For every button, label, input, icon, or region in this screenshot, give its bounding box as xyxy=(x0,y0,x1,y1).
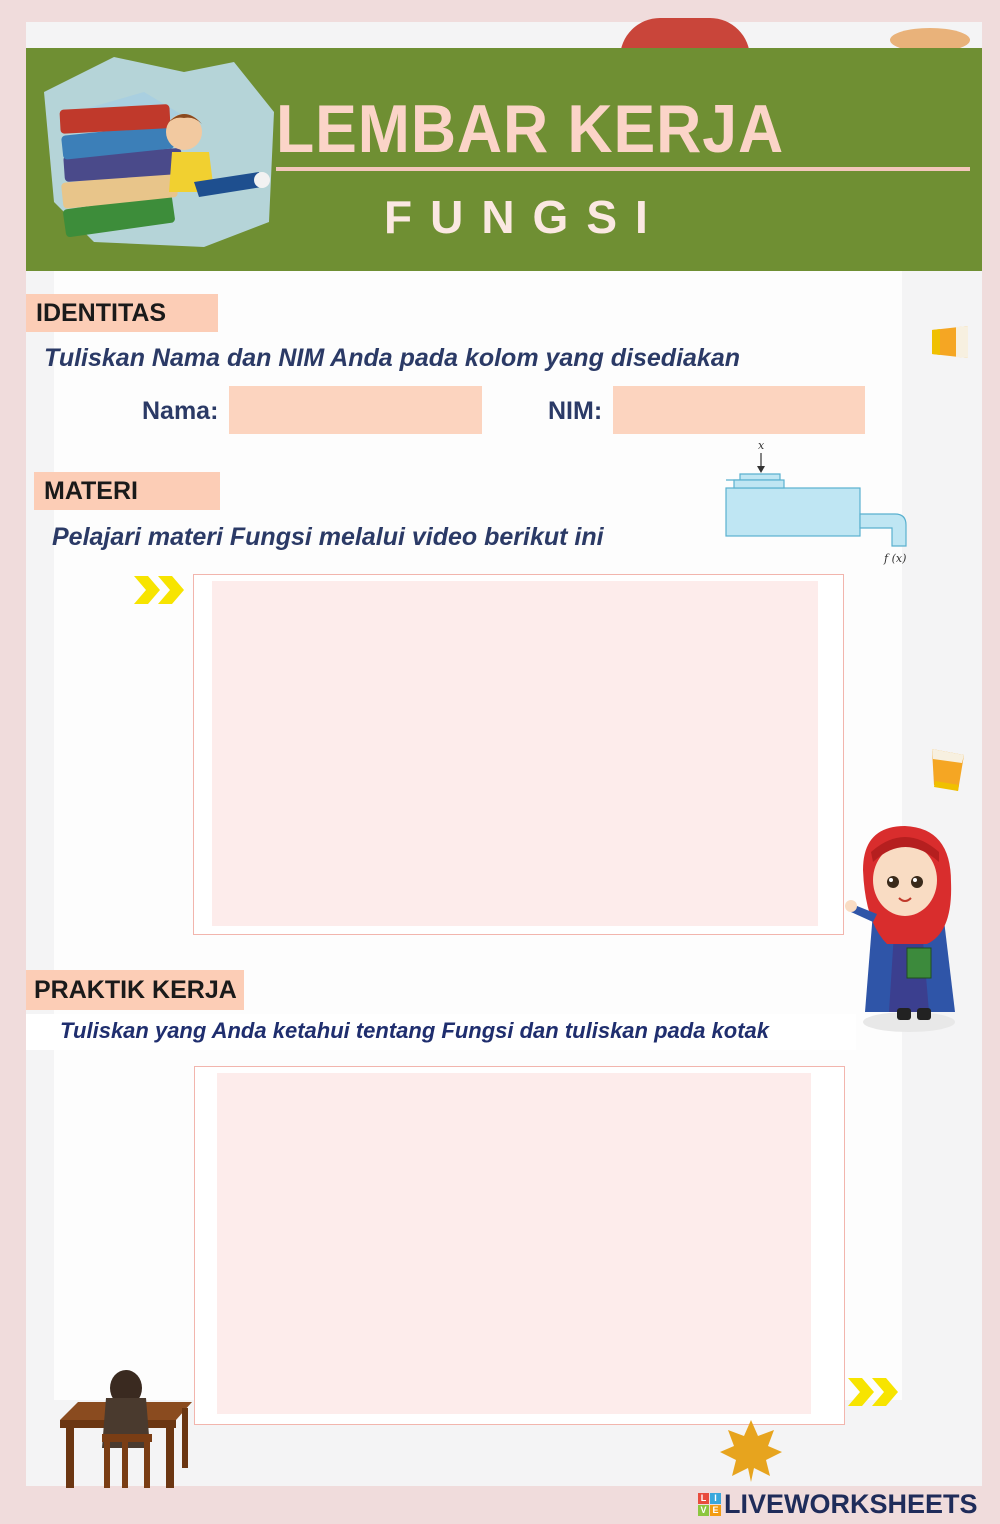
answer-frame[interactable] xyxy=(194,1066,845,1425)
section-label-identitas: IDENTITAS xyxy=(26,294,218,332)
nim-input[interactable] xyxy=(613,386,865,434)
page-title: LEMBAR KERJA xyxy=(276,91,785,167)
nama-input[interactable] xyxy=(229,386,482,434)
books-reading-icon xyxy=(34,52,284,252)
student-desk-icon xyxy=(56,1368,196,1492)
answer-textarea[interactable] xyxy=(217,1073,811,1414)
diagram-output-label: f (x) xyxy=(884,552,907,565)
candy-corn-icon xyxy=(930,322,970,362)
maple-leaf-icon xyxy=(718,1418,784,1484)
praktik-instruction: Tuliskan yang Anda ketahui tentang Fungsi dan tuliskan pada kotak xyxy=(60,1018,770,1043)
title-divider xyxy=(276,167,970,171)
candy-corn-icon xyxy=(928,745,968,795)
page-subtitle: FUNGSI xyxy=(384,191,666,243)
liveworksheets-logo xyxy=(698,1488,978,1520)
nama-label: Nama: xyxy=(142,397,219,425)
identitas-instruction: Tuliskan Nama dan NIM Anda pada kolom yang disediakan xyxy=(44,344,741,372)
nim-label: NIM: xyxy=(548,397,603,425)
chevron-right-icon xyxy=(132,574,188,606)
video-frame[interactable] xyxy=(193,574,844,935)
video-placeholder[interactable] xyxy=(212,581,818,926)
chevron-right-icon xyxy=(846,1376,902,1408)
function-machine-diagram xyxy=(720,440,920,570)
hijab-girl-icon xyxy=(843,822,963,1034)
diagram-input-label: x xyxy=(758,440,765,452)
liveworksheets-icon: L I V E xyxy=(698,1493,721,1516)
section-label-materi: MATERI xyxy=(34,472,220,510)
section-label-praktik-kerja: PRAKTIK KERJA xyxy=(26,970,244,1010)
brand-name: LIVEWORKSHEETS xyxy=(724,1488,978,1519)
materi-instruction: Pelajari materi Fungsi melalui video berikut ini xyxy=(52,523,604,551)
